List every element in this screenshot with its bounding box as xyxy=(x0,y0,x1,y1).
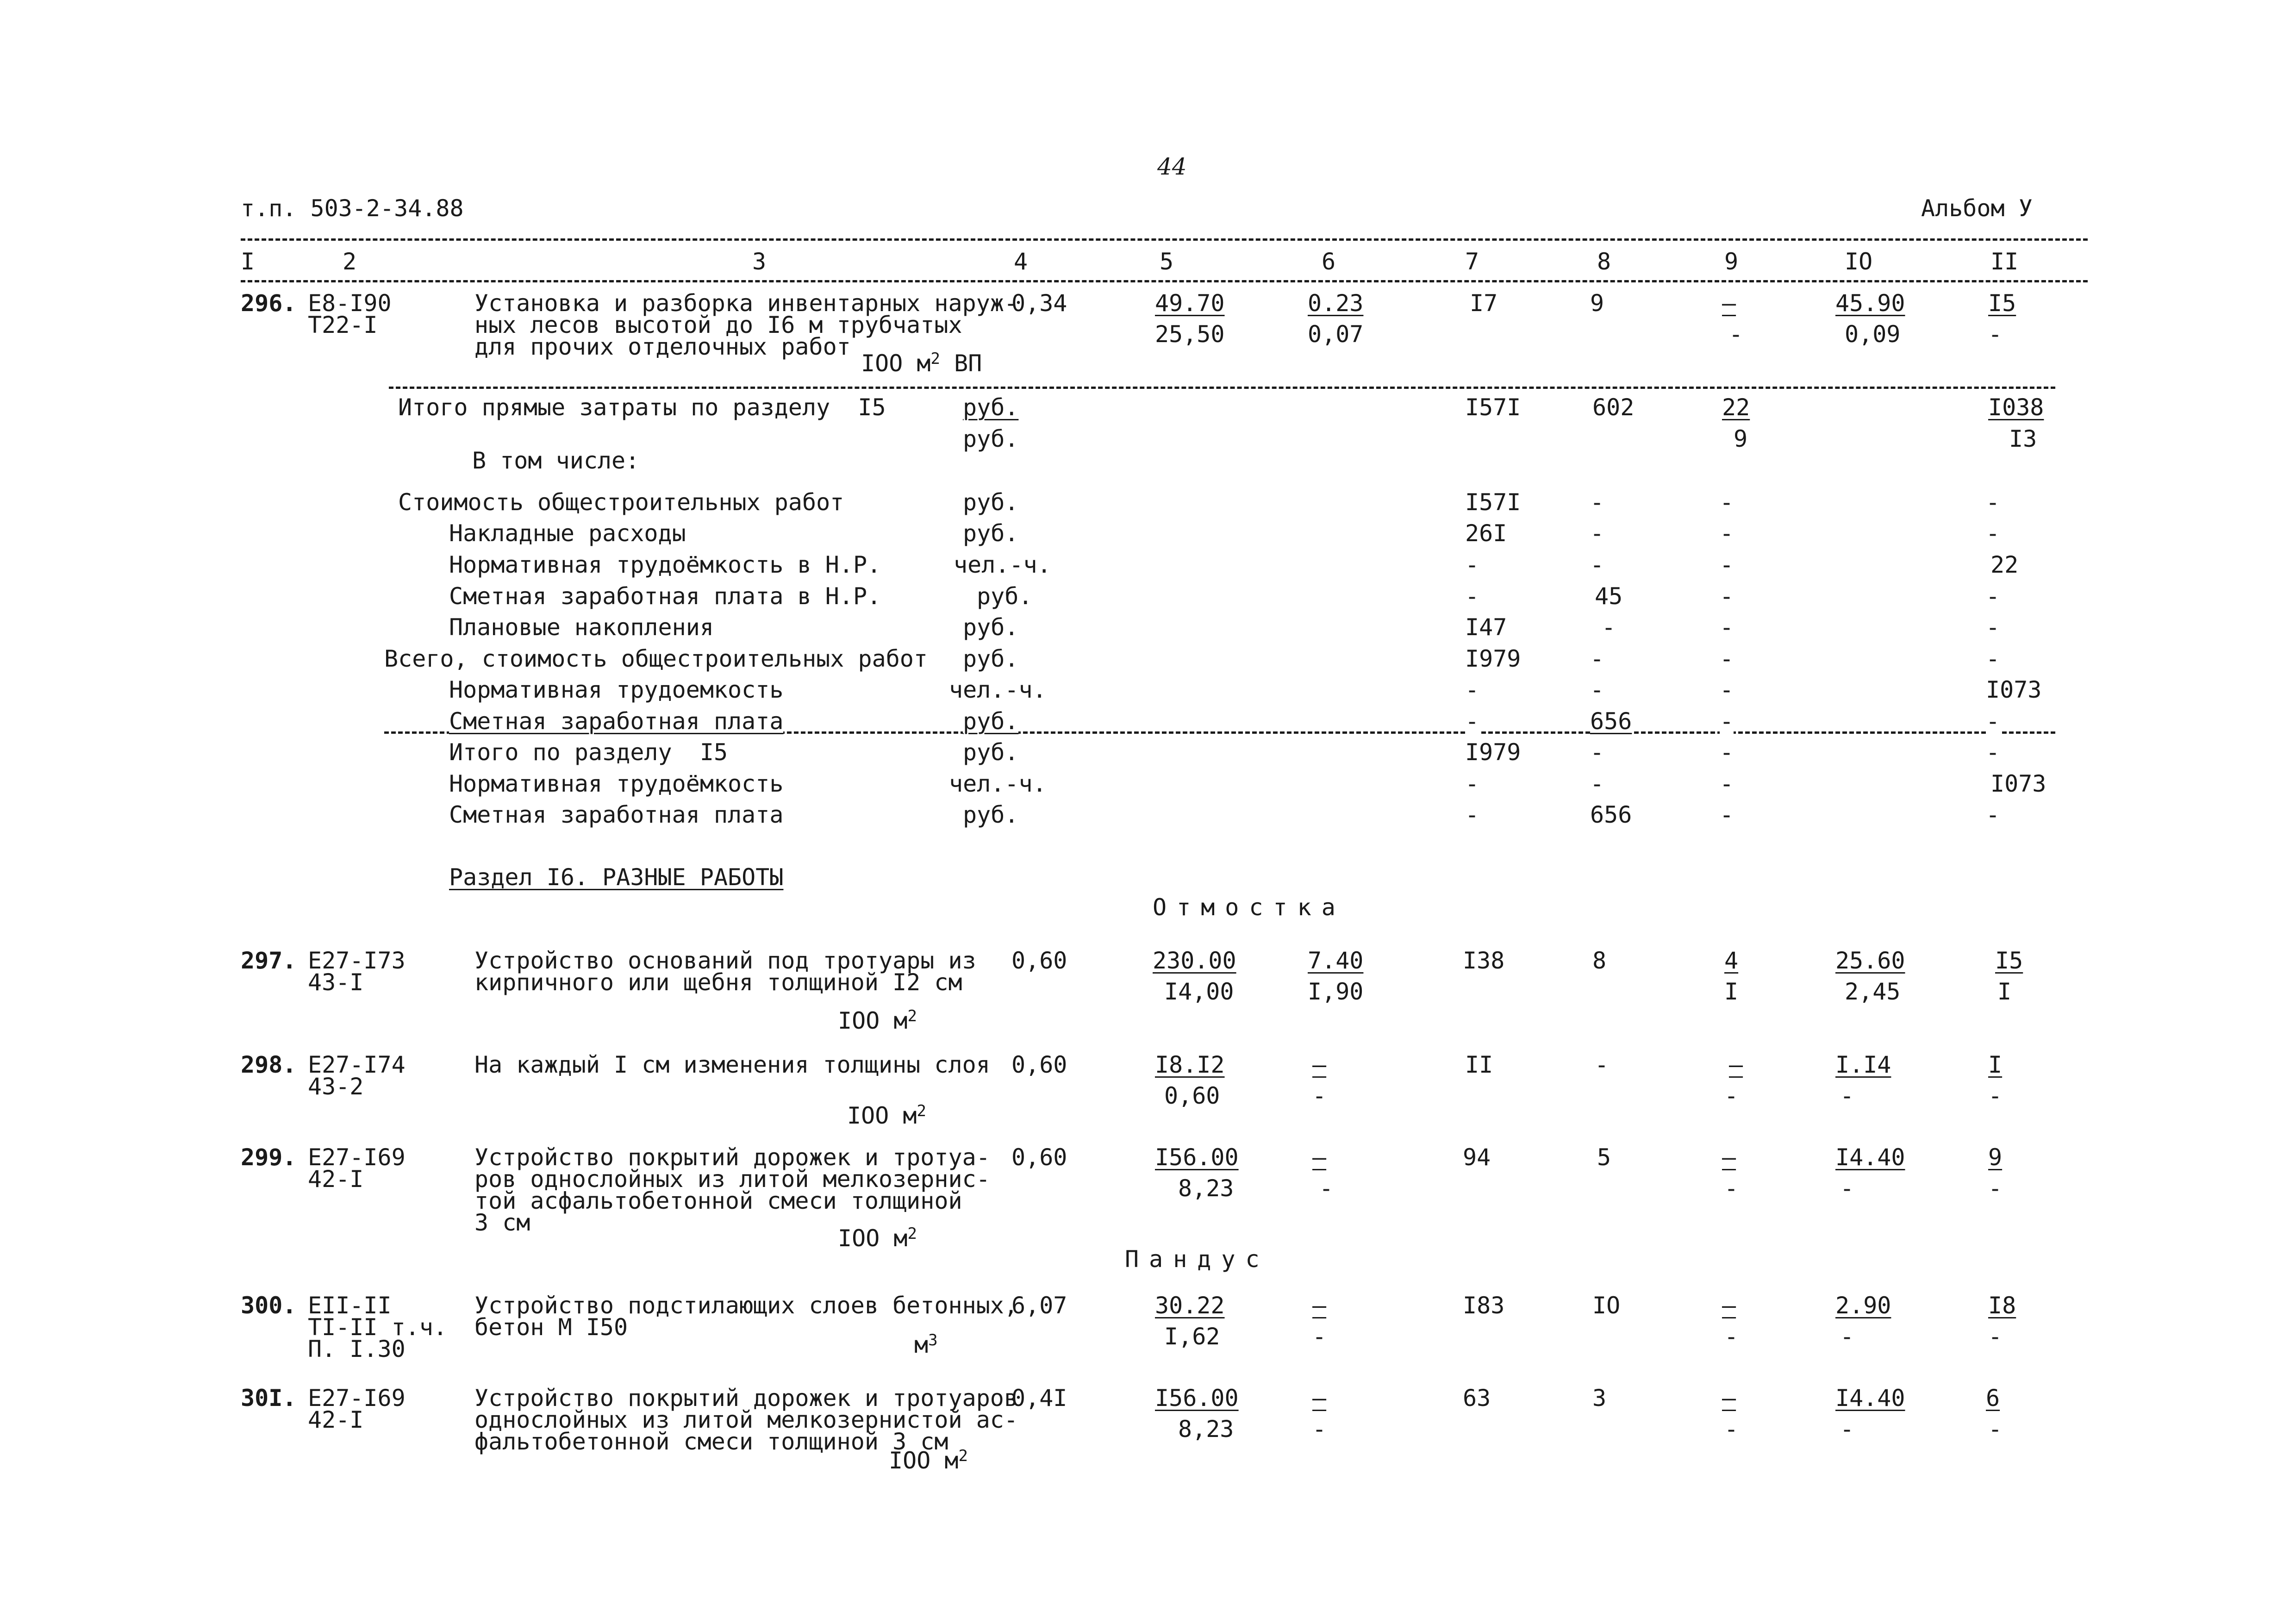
summary-machines: - xyxy=(1720,520,1734,547)
summary-unit: руб. xyxy=(963,425,1019,452)
summary-cost: 26I xyxy=(1465,520,1507,547)
col-header-5: 5 xyxy=(1160,248,1174,275)
total-machines-wages: - xyxy=(1724,1082,1739,1109)
summary-cost: - xyxy=(1465,583,1479,610)
total-machines-wages: - xyxy=(1724,1175,1739,1202)
unit-cost-total: I56.00 xyxy=(1155,1385,1239,1412)
summary-labor: - xyxy=(1986,739,2000,766)
work-description-line: той асфальтобетонной смеси толщиной xyxy=(474,1187,962,1214)
total-machines-wages: - xyxy=(1729,321,1743,348)
labor-unit: 45.90 xyxy=(1835,290,1905,317)
col-header-10: IO xyxy=(1845,248,1873,275)
summary-label: Итого прямые затраты по разделу I5 xyxy=(398,394,886,421)
summary-wages: - xyxy=(1590,739,1604,766)
unit-cost-machines-wages: 0,07 xyxy=(1308,321,1364,348)
labor-unit: I4.40 xyxy=(1835,1144,1905,1171)
labor-unit: I4.40 xyxy=(1835,1385,1905,1412)
unit-cost-total: 30.22 xyxy=(1155,1292,1225,1319)
summary-labor: - xyxy=(1986,614,2000,641)
total-machines: 4 xyxy=(1724,947,1739,974)
quantity: 0,34 xyxy=(1011,290,1067,317)
subsection-title: Пандус xyxy=(1125,1246,1270,1273)
quantity: 0,60 xyxy=(1011,947,1067,974)
work-description-line: Устройство покрытий дорожек и тротуаров xyxy=(474,1385,1018,1412)
rate-code: Е27-I69 xyxy=(308,1385,406,1412)
document-code: т.п. 503-2-34.88 xyxy=(241,195,464,222)
work-description-line: для прочих отделочных работ xyxy=(474,333,851,360)
rate-code: Е27-I73 xyxy=(308,947,406,974)
summary-machines: - xyxy=(1720,614,1734,641)
rate-code-table: Т22-I xyxy=(308,312,378,338)
summary-cost: I47 xyxy=(1465,614,1507,641)
unit-cost-machines: – xyxy=(1312,1051,1327,1078)
summary-label: Сметная заработная плата xyxy=(449,708,784,735)
summary-label: Нормативная трудоёмкость xyxy=(449,770,784,797)
total-cost: I7 xyxy=(1470,290,1498,317)
rate-code: Е27-I69 xyxy=(308,1144,406,1171)
unit-cost-total: I8.I2 xyxy=(1155,1051,1225,1078)
header-rule-top xyxy=(241,238,2088,241)
rate-code-note: П. I.30 xyxy=(308,1336,406,1362)
summary-label: Нормативная трудоемкость xyxy=(449,676,784,703)
summary-wages: 656 xyxy=(1590,801,1632,828)
summary-unit: руб. xyxy=(963,520,1019,547)
unit-cost-machines: 7.40 xyxy=(1308,947,1364,974)
summary-label: Всего, стоимость общестроительных работ xyxy=(384,645,928,672)
unit-cost-machines-wages: - xyxy=(1319,1175,1334,1202)
labor-total-machinists: - xyxy=(1988,1323,2003,1350)
total-machines: – xyxy=(1722,1292,1736,1319)
col-header-11: II xyxy=(1990,248,2019,275)
summary-machines: - xyxy=(1720,583,1734,610)
total-wages: 5 xyxy=(1597,1144,1611,1171)
col-header-1: I xyxy=(241,248,255,275)
summary-unit: руб. xyxy=(963,394,1019,421)
total-cost: II xyxy=(1465,1051,1493,1078)
total-machines: – xyxy=(1722,290,1736,317)
labor-unit-machinists: - xyxy=(1840,1323,1854,1350)
album-label: Альбом У xyxy=(1921,195,2033,222)
row-number: 298. xyxy=(241,1051,297,1078)
quantity: 0,4I xyxy=(1011,1385,1067,1412)
labor-total-machinists: - xyxy=(1988,321,2003,348)
section-title: Раздел I6. РАЗНЫЕ РАБОТЫ xyxy=(449,864,784,891)
labor-total-machinists: - xyxy=(1988,1416,2003,1443)
summary-unit: руб. xyxy=(963,801,1019,828)
summary-cost: - xyxy=(1465,801,1479,828)
row-number: 297. xyxy=(241,947,297,974)
measure-unit: IOO $м^2$ xyxy=(847,1102,926,1129)
total-wages: 3 xyxy=(1592,1385,1607,1412)
rate-code: Е27-I74 xyxy=(308,1051,406,1078)
rate-code-table: 42-I xyxy=(308,1166,364,1193)
labor-total: 9 xyxy=(1988,1144,2003,1171)
total-machines-wages: I xyxy=(1724,978,1739,1005)
total-machines: – xyxy=(1722,1144,1736,1171)
summary-label: Сметная заработная плата в Н.Р. xyxy=(449,583,881,610)
total-machines: – xyxy=(1722,1385,1736,1412)
col-header-8: 8 xyxy=(1597,248,1611,275)
summary-subheading: В том числе: xyxy=(472,447,640,474)
total-cost: 94 xyxy=(1463,1144,1491,1171)
work-description-line: Установка и разборка инвентарных наруж- xyxy=(474,290,1018,317)
col-header-2: 2 xyxy=(343,248,357,275)
labor-unit-machinists: - xyxy=(1840,1416,1854,1443)
summary-unit: руб. xyxy=(963,708,1019,735)
summary-label: Плановые накопления xyxy=(449,614,714,641)
unit-cost-wages: 8,23 xyxy=(1178,1175,1234,1202)
header-rule-bottom xyxy=(241,280,2088,282)
summary-unit: руб. xyxy=(977,583,1033,610)
summary-wages: - xyxy=(1590,770,1604,797)
work-description-line: Устройство покрытий дорожек и тротуа- xyxy=(474,1144,990,1171)
summary-label: Итого по разделу I5 xyxy=(449,739,728,766)
labor-unit-machinists: - xyxy=(1840,1082,1854,1109)
summary-unit: руб. xyxy=(963,614,1019,641)
labor-unit-machinists: 0,09 xyxy=(1845,321,1901,348)
work-description-line: фальтобетонной смеси толщиной 3 см xyxy=(474,1428,948,1455)
total-machines-wages: - xyxy=(1724,1323,1739,1350)
summary-labor: - xyxy=(1986,489,2000,516)
summary-labor: I073 xyxy=(1990,770,2046,797)
total-cost: I83 xyxy=(1463,1292,1505,1319)
unit-cost-total: I56.00 xyxy=(1155,1144,1239,1171)
col-header-9: 9 xyxy=(1724,248,1739,275)
summary-unit: чел.-ч. xyxy=(949,770,1047,797)
total-cost: I38 xyxy=(1463,947,1505,974)
summary-machines: - xyxy=(1720,739,1734,766)
summary-unit: руб. xyxy=(963,645,1019,672)
summary-machines: - xyxy=(1720,551,1734,578)
quantity: 0,60 xyxy=(1011,1051,1067,1078)
summary-cost: I57I xyxy=(1465,394,1521,421)
rate-code-table: 43-2 xyxy=(308,1073,364,1100)
measure-unit: IOO $м^2$ ВП xyxy=(861,350,982,377)
labor-total: 6 xyxy=(1986,1385,2000,1412)
rate-code: Е8-I90 xyxy=(308,290,392,317)
unit-cost-machines-wages: I,90 xyxy=(1308,978,1364,1005)
row-number: 299. xyxy=(241,1144,297,1171)
summary-cost: I979 xyxy=(1465,645,1521,672)
summary-machines: - xyxy=(1720,770,1734,797)
summary-wages: - xyxy=(1590,489,1604,516)
summary-machines: - xyxy=(1720,801,1734,828)
summary-wages: 602 xyxy=(1592,394,1635,421)
section-rule xyxy=(389,387,2055,389)
labor-total-machinists: - xyxy=(1988,1082,2003,1109)
labor-total: I xyxy=(1988,1051,2003,1078)
total-wages: 8 xyxy=(1592,947,1607,974)
unit-cost-total: 230.00 xyxy=(1153,947,1236,974)
unit-cost-machines: 0.23 xyxy=(1308,290,1364,317)
unit-cost-machines: – xyxy=(1312,1385,1327,1412)
summary-label: Сметная заработная плата xyxy=(449,801,784,828)
work-description-line: ных лесов высотой до I6 м трубчатых xyxy=(474,312,962,338)
total-wages: 9 xyxy=(1590,290,1604,317)
labor-total: I5 xyxy=(1995,947,2023,974)
summary-cost: - xyxy=(1465,770,1479,797)
measure-unit: IOO $м^2$ xyxy=(838,1224,917,1252)
summary-labor: - xyxy=(1986,583,2000,610)
labor-total-machinists: - xyxy=(1988,1175,2003,1202)
work-description-line: кирпичного или щебня толщиной I2 см xyxy=(474,969,962,996)
work-description-line: однослойных из литой мелкозернистой ас- xyxy=(474,1406,1018,1433)
unit-cost-machines-wages: - xyxy=(1312,1416,1327,1443)
total-wages: IO xyxy=(1592,1292,1621,1319)
row-number: 300. xyxy=(241,1292,297,1319)
col-header-6: 6 xyxy=(1322,248,1336,275)
work-description-line: ров однослойных из литой мелкозернис- xyxy=(474,1166,990,1193)
summary-machines: - xyxy=(1720,676,1734,703)
labor-total: I8 xyxy=(1988,1292,2016,1319)
summary-labor: - xyxy=(1986,708,2000,735)
summary-wages: - xyxy=(1590,645,1604,672)
quantity: 6,07 xyxy=(1011,1292,1067,1319)
summary-machines: - xyxy=(1720,489,1734,516)
labor-total: I5 xyxy=(1988,290,2016,317)
summary-label: Нормативная трудоёмкость в Н.Р. xyxy=(449,551,881,578)
summary-label: Стоимость общестроительных работ xyxy=(398,489,844,516)
summary-wages: - xyxy=(1590,520,1604,547)
rate-code-table: 43-I xyxy=(308,969,364,996)
unit-cost-wages: 0,60 xyxy=(1164,1082,1220,1109)
work-description-line: На каждый I см изменения толщины слоя xyxy=(474,1051,990,1078)
unit-cost-wages: I4,00 xyxy=(1164,978,1234,1005)
summary-wages: - xyxy=(1590,676,1604,703)
summary-cost: I57I xyxy=(1465,489,1521,516)
summary-machines: - xyxy=(1720,708,1734,735)
row-number: 296. xyxy=(241,290,297,317)
summary-unit: руб. xyxy=(963,739,1019,766)
subsection-title: Отмостка xyxy=(1153,894,1346,921)
summary-cost: - xyxy=(1465,676,1479,703)
unit-cost-wages: 8,23 xyxy=(1178,1416,1234,1443)
summary-wages: 656 xyxy=(1590,708,1632,735)
unit-cost-machines-wages: - xyxy=(1312,1323,1327,1350)
summary-labor: - xyxy=(1986,801,2000,828)
labor-unit-machinists: 2,45 xyxy=(1845,978,1901,1005)
rate-code-table: ТI-II т.ч. xyxy=(308,1314,448,1341)
total-machines: – xyxy=(1729,1051,1743,1078)
summary-machines: - xyxy=(1720,645,1734,672)
summary-labor-machinists: I3 xyxy=(2009,425,2037,452)
rate-code-table: 42-I xyxy=(308,1406,364,1433)
unit-cost-machines: – xyxy=(1312,1292,1327,1319)
measure-unit: $м^3$ xyxy=(914,1331,938,1358)
summary-cost: - xyxy=(1465,551,1479,578)
measure-unit: IOO $м^2$ xyxy=(838,1007,917,1034)
summary-machines-wages: 9 xyxy=(1734,425,1748,452)
summary-cost: - xyxy=(1465,708,1479,735)
summary-labor: I038 xyxy=(1988,394,2044,421)
work-description-line: 3 см xyxy=(474,1209,530,1236)
summary-label: Накладные расходы xyxy=(449,520,686,547)
total-wages: - xyxy=(1595,1051,1609,1078)
col-header-3: 3 xyxy=(752,248,767,275)
labor-unit-machinists: - xyxy=(1840,1175,1854,1202)
summary-wages: - xyxy=(1590,551,1604,578)
unit-cost-machines: – xyxy=(1312,1144,1327,1171)
unit-cost-total: 49.70 xyxy=(1155,290,1225,317)
measure-unit: IOO $м^2$ xyxy=(889,1447,968,1474)
quantity: 0,60 xyxy=(1011,1144,1067,1171)
unit-cost-wages: I,62 xyxy=(1164,1323,1220,1350)
rate-code: ЕII-II xyxy=(308,1292,392,1319)
labor-total-machinists: I xyxy=(1997,978,2012,1005)
unit-cost-wages: 25,50 xyxy=(1155,321,1225,348)
summary-wages: 45 xyxy=(1595,583,1623,610)
col-header-4: 4 xyxy=(1014,248,1028,275)
summary-labor: - xyxy=(1986,645,2000,672)
summary-cost: I979 xyxy=(1465,739,1521,766)
summary-labor: I073 xyxy=(1986,676,2042,703)
summary-unit: чел.-ч. xyxy=(949,676,1047,703)
work-description-line: бетон М I50 xyxy=(474,1314,628,1341)
page-number: 44 xyxy=(1157,153,1187,180)
total-machines-wages: - xyxy=(1724,1416,1739,1443)
summary-unit: чел.-ч. xyxy=(954,551,1051,578)
labor-unit: 25.60 xyxy=(1835,947,1905,974)
summary-unit: руб. xyxy=(963,489,1019,516)
row-number: 30I. xyxy=(241,1385,297,1412)
labor-unit: 2.90 xyxy=(1835,1292,1891,1319)
labor-unit: I.I4 xyxy=(1835,1051,1891,1078)
summary-labor: - xyxy=(1986,520,2000,547)
work-description-line: Устройство подстилающих слоев бетонных, xyxy=(474,1292,1018,1319)
summary-wages: - xyxy=(1602,614,1616,641)
summary-labor: 22 xyxy=(1990,551,2019,578)
col-header-7: 7 xyxy=(1465,248,1479,275)
work-description-line: Устройство оснований под тротуары из xyxy=(474,947,976,974)
summary-machines: 22 xyxy=(1722,394,1750,421)
unit-cost-machines-wages: - xyxy=(1312,1082,1327,1109)
total-cost: 63 xyxy=(1463,1385,1491,1412)
